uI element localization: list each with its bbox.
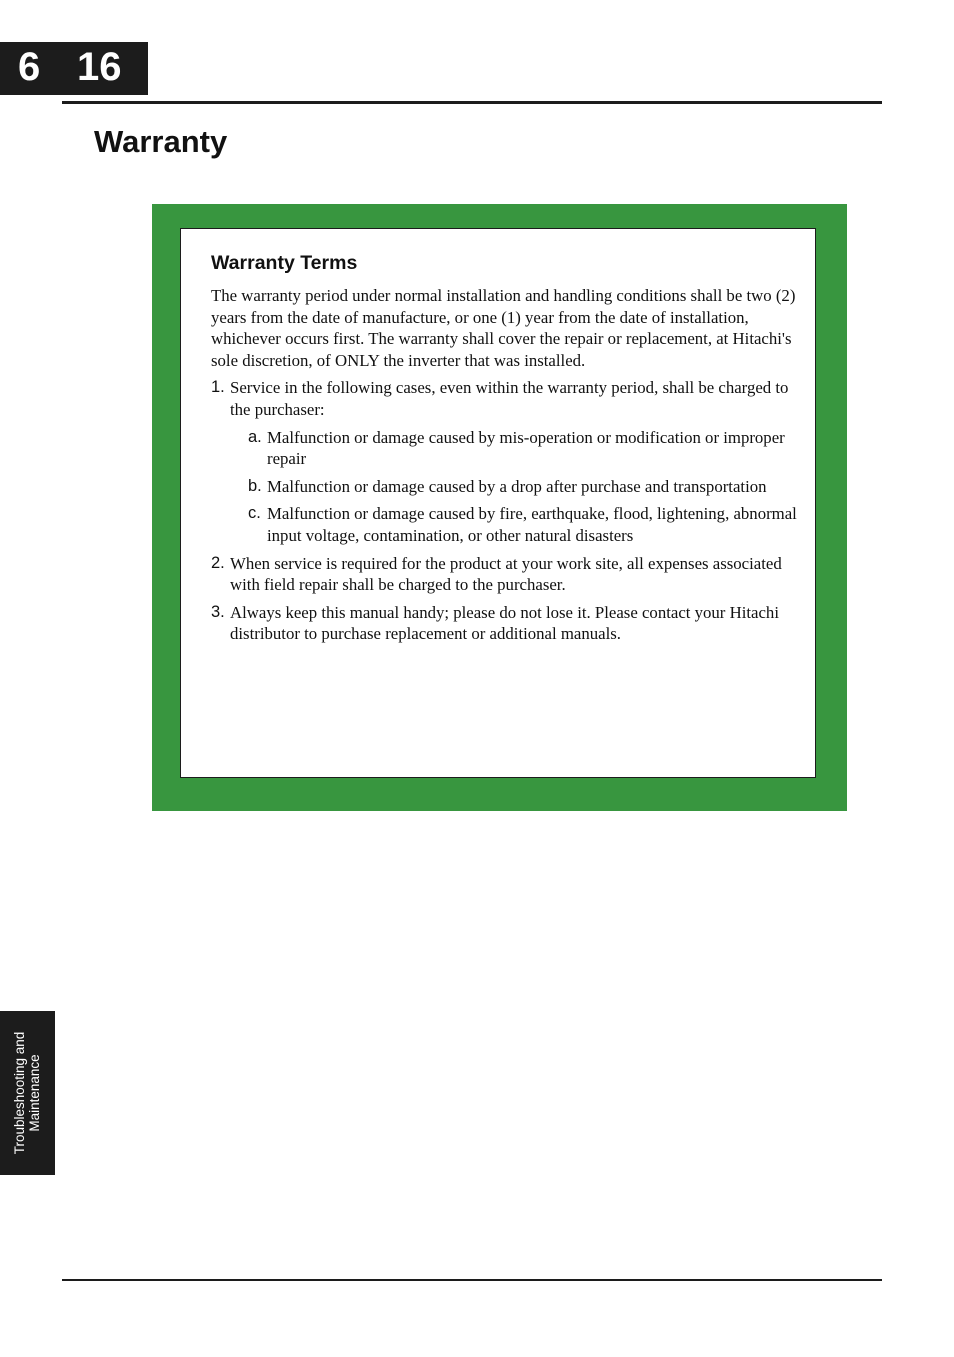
list-item [211,553,811,596]
list-item-number: 3. [211,602,225,621]
sub-list-item [211,476,811,498]
page-number: 16 [77,45,122,89]
warranty-box [180,228,816,778]
list-item-text: When service is required for the product at your work site, all expenses associated with field repair shall be charged to the purchaser. [230,553,782,595]
sub-list-item-letter: a. [248,427,262,446]
warranty-content [211,251,811,645]
footer-rule [62,1279,882,1281]
sub-list-item-letter: b. [248,476,262,495]
warranty-intro: The warranty period under normal installation and handling conditions shall be two (2) years from the date of manufacture, or one (1) year from the date of installation, whichever occurs first. The warranty shall cover the repair or replacement, at Hitachi's sole discretion, of ONLY the inverter that was installed. [211,286,796,370]
page-number-badge [0,42,148,95]
list-item-number: 1. [211,378,225,397]
chapter-side-tab [0,1011,55,1175]
sub-list-item-text: Malfunction or damage caused by mis-operation or modification or improper repair [267,427,785,469]
side-tab-line: Troubleshooting and [12,1031,27,1155]
list-item-number: 2. [211,553,225,572]
sub-list-item [211,503,811,546]
sub-list-item-text: Malfunction or damage caused by a drop after purchase and transportation [267,476,767,496]
list-item [211,377,811,420]
list-item-text: Always keep this manual handy; please do not lose it. Please contact your Hitachi distributor to purchase replacement or additional manuals. [230,602,779,644]
sub-list-item-letter: c. [248,504,261,523]
chapter-number: 6 [18,45,41,89]
list-item-text: Service in the following cases, even within the warranty period, shall be charged to the purchaser: [230,378,789,419]
chapter-side-tab-label [12,1013,42,1173]
header-rule [62,101,882,104]
warranty-heading: Warranty Terms [211,252,358,274]
page-title: Warranty [94,124,228,159]
list-item [211,602,811,645]
side-tab-line: Maintenance [27,1054,42,1132]
sub-list-item [211,427,811,470]
sub-list-item-text: Malfunction or damage caused by fire, earthquake, flood, lightening, abnormal input voltage, contamination, or other natural disasters [267,504,797,545]
